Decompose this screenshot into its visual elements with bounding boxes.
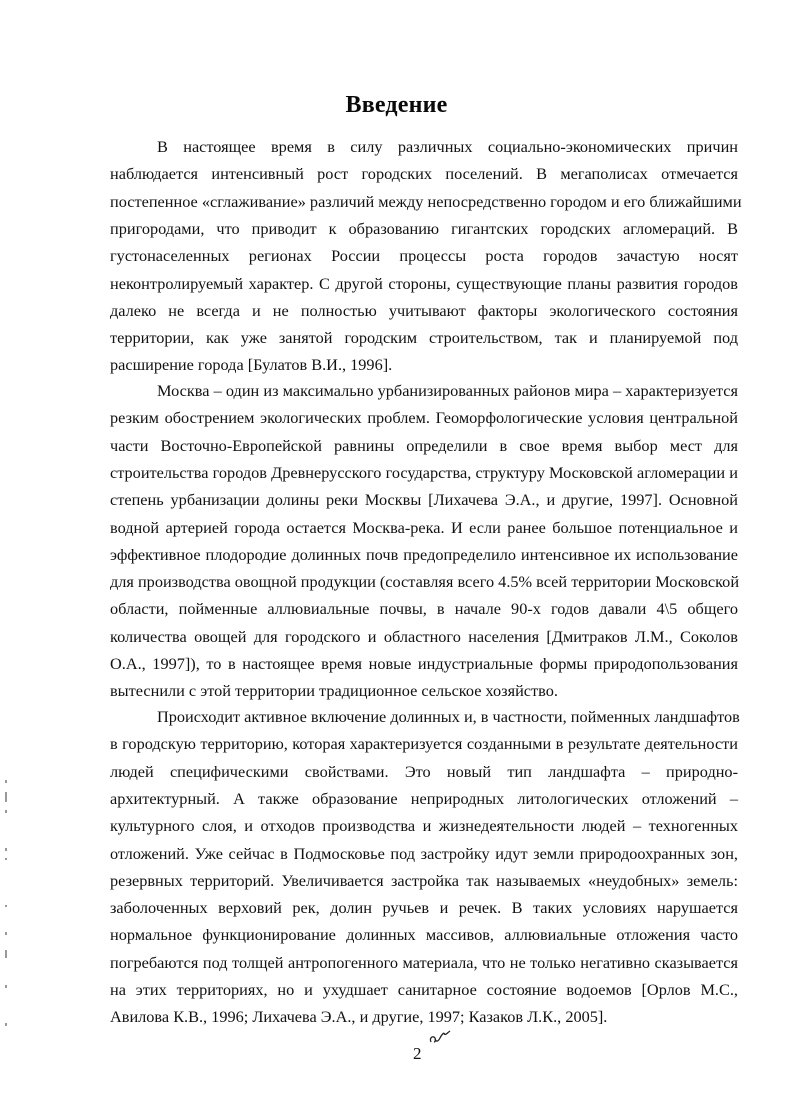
text-line: для производства овощной продукции (составляя всего 4.5% всей территории Московской [110, 572, 740, 592]
text-line: строительства городов Древнерусского государства, структуру Московской агломерации и [110, 462, 738, 482]
text-line: на этих территориях, но и ухудшает санитарное состояние водоемов [Орлов М.С., [110, 980, 738, 999]
text-line: заболоченных верховий рек, долин ручьев и речек. В таких условиях нарушается [110, 898, 738, 918]
handwritten-mark-icon [428, 1030, 452, 1050]
text-line: далеко не всегда и не полностью учитывают факторы экологического состояния [110, 300, 738, 320]
page-title: Введение [345, 92, 448, 118]
text-line: степень урбанизации долины реки Москвы [Лихачева Э.А., и другие, 1997]. Основной [110, 490, 738, 510]
page-number: 2 [413, 1044, 422, 1063]
text-line: культурного слоя, и отходов производства и жизнедеятельности людей – техногенных [110, 816, 738, 836]
text-line: В настоящее время в силу различных социально-экономических причин [157, 137, 738, 156]
text-line: территории, как уже занятой городским строительством, так и планируемой под [110, 328, 738, 348]
text-line: области, пойменные аллювиальные почвы, в начале 90-х годов давали 4\5 общего [110, 599, 738, 619]
text-line: Москва – один из максимально урбанизированных районов мира – характеризуется [157, 381, 738, 400]
text-line: отложений. Уже сейчас в Подмосковье под застройку идут земли природоохранных зон, [110, 843, 738, 863]
text-line: нормальное функционирование долинных массивов, аллювиальные отложения часто [110, 925, 738, 945]
text-line: густонаселенных регионах России процессы роста городов зачастую носят [110, 246, 738, 266]
text-line: резким обострением экологических проблем. Геоморфологические условия центральной [110, 408, 738, 428]
text-line: части Восточно-Европейской равнины определили в свое время выбор мест для [110, 435, 738, 455]
text-line: постепенное «сглаживание» различий между непосредственно городом и его ближайшими [110, 191, 742, 211]
text-line: расширение города [Булатов В.И., 1996]. [110, 355, 393, 375]
text-line: Происходит активное включение долинных и, в частности, пойменных ландшафтов [157, 707, 740, 726]
text-line: пригородами, что приводит к образованию гигантских городских агломераций. В [110, 218, 738, 238]
text-line: неконтролируемый характер. С другой стороны, существующие планы развития городов [110, 273, 738, 293]
text-line: О.А., 1997]), то в настоящее время новые индустриальные формы природопользования [110, 654, 738, 673]
text-line: Авилова К.В., 1996; Лихачева Э.А., и другие, 1997; Казаков Л.К., 2005]. [110, 1007, 608, 1027]
text-line: погребаются под толщей антропогенного материала, что не только негативно сказывается [110, 952, 738, 972]
text-line: вытеснили с этой территории традиционное сельское хозяйство. [110, 681, 558, 701]
text-line: архитектурный. А также образование неприродных литологических отложений – [110, 788, 738, 808]
text-line: эффективное плодородие долинных почв предопределило интенсивное их использование [110, 544, 738, 564]
text-line: наблюдается интенсивный рост городских поселений. В мегаполисах отмечается [110, 164, 738, 184]
text-line: людей специфическими свойствами. Это новый тип ландшафта – природно- [110, 761, 738, 781]
text-line: резервных территорий. Увеличивается застройка так называемых «неудобных» земель: [110, 870, 738, 890]
text-line: количества овощей для городского и областного населения [Дмитраков Л.М., Соколов [110, 626, 738, 646]
text-line: водной артерией города остается Москва-река. И если ранее большое потенциальное и [110, 517, 738, 537]
margin-scan-marks [3, 770, 15, 1030]
text-line: в городскую территорию, которая характеризуется созданными в результате деятельности [110, 734, 738, 754]
